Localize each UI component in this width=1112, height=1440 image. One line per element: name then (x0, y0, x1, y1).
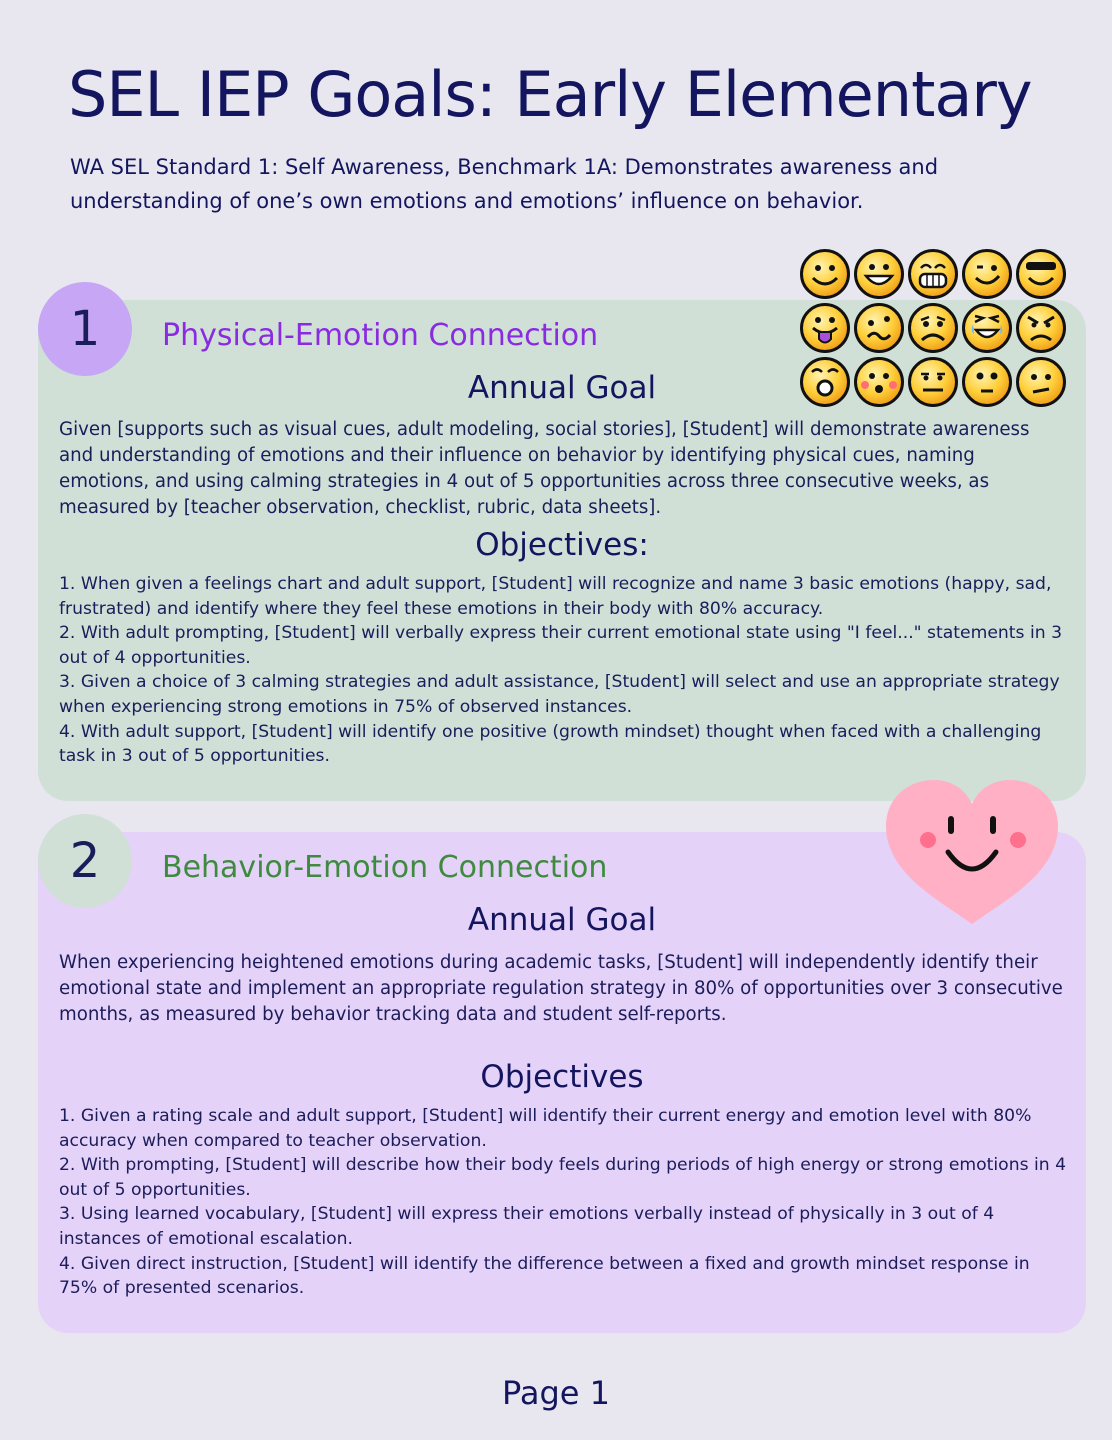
section-1-goal-text: Given [supports such as visual cues, adult modeling, social stories], [Student] will demonstrate awareness and understanding of emotions and their influence on behavior by identifying physical cues, naming emotions, and using calming strategies in 4 out of 5 opportunities across three consecutive weeks, as measured by [teacher observation, checklist, rubric, data sheets]. (59, 419, 1030, 518)
worried-icon (853, 302, 905, 354)
tongue-icon (799, 302, 851, 354)
section-2-title: Behavior-Emotion Connection (162, 850, 608, 885)
grin-icon (853, 248, 905, 300)
objective-item: 1. When given a feelings chart and adult support, [Student] will recognize and name 3 basic emotions (happy, sad, frustrated) and identify where they feel these emotions in their body with 80% accuracy. (59, 574, 1052, 619)
smile-icon (799, 248, 851, 300)
section-1-objectives (59, 572, 1069, 769)
page-title: SEL IEP Goals: Early Elementary (68, 58, 1032, 131)
objective-item: 2. With adult prompting, [Student] will verbally express their current emotional state using "I feel..." statements in 3 out of 4 opportunities. (59, 623, 1063, 668)
page-subtitle: WA SEL Standard 1: Self Awareness, Benchmark 1A: Demonstrates awareness and understanding of one’s own emotions and emotions’ influence on behavior. (70, 155, 939, 213)
objective-item: 4. With adult support, [Student] will identify one positive (growth mindset) thought when faced with a challenging task in 3 out of 5 opportunities. (59, 721, 1042, 767)
smirk-icon (961, 248, 1013, 300)
section-2-goal-text: When experiencing heightened emotions during academic tasks, [Student] will independently identify their emotional state and implement an appropriate regulation strategy in 80% of opportunities over 3 consecutive months, as measured by behavior tracking data and student self-reports. (59, 952, 1063, 1025)
objective-item: 3. Using learned vocabulary, [Student] will express their emotions verbally instead of physically in 3 out of 4 instances of emotional escalation. (59, 1204, 995, 1249)
section-2-objectives-heading: Objectives (480, 1059, 644, 1095)
crying-laugh-icon (961, 302, 1013, 354)
section-1-number: 1 (38, 282, 132, 376)
objective-item: 1. Given a rating scale and adult support, [Student] will identify their current energy and emotion level with 80% accuracy when compared to teacher observation. (59, 1106, 1032, 1151)
section-2-goal-heading: Annual Goal (467, 902, 657, 938)
objective-item: 4. Given direct instruction, [Student] will identify the difference between a fixed and growth mindset response in 75% of presented scenarios. (59, 1253, 1030, 1299)
page-number: Page 1 (502, 1374, 610, 1412)
section-1-objectives-heading: Objectives: (475, 527, 649, 563)
section-2-number: 2 (38, 814, 132, 908)
cool-icon (1015, 248, 1067, 300)
angry-icon (1015, 302, 1067, 354)
sad-icon (907, 302, 959, 354)
objective-item: 3. Given a choice of 3 calming strategies and adult assistance, [Student] will select and use an appropriate strategy when experiencing strong emotions in 75% of observed instances. (59, 672, 1060, 717)
objective-item: 2. With prompting, [Student] will describe how their body feels during periods of high energy or strong emotions in 4 out of 5 opportunities. (59, 1155, 1067, 1200)
section-2-objectives (59, 1104, 1069, 1301)
big-grin-icon (907, 248, 959, 300)
section-1-goal-heading: Annual Goal (467, 370, 657, 406)
section-1-title: Physical-Emotion Connection (162, 318, 599, 353)
